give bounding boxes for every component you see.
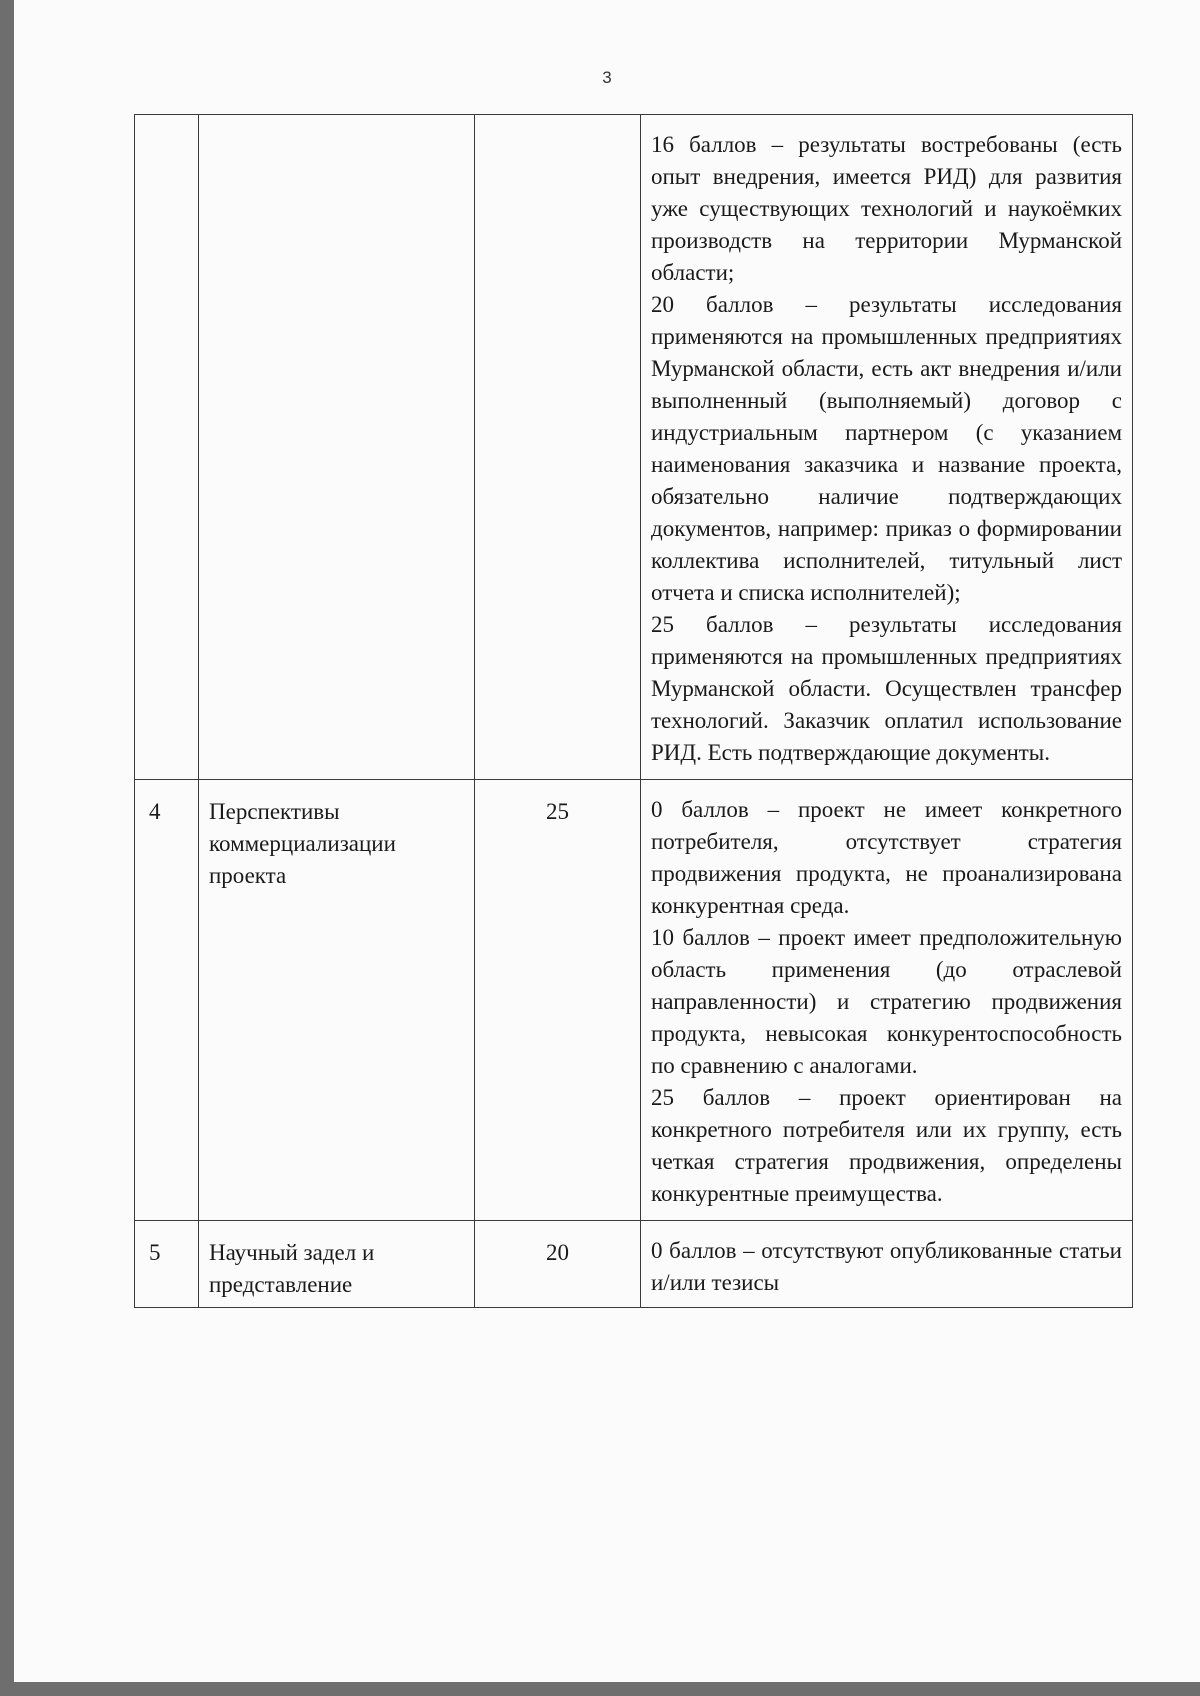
table-row: [135, 115, 1133, 780]
table-row: [135, 780, 1133, 1221]
scoring-description-paragraph: 0 баллов – отсутствуют опубликованные статьи и/или тезисы: [651, 1238, 1122, 1295]
row-number-cell: 4: [135, 780, 199, 1221]
row-number-cell: [135, 115, 199, 780]
scoring-description-paragraph: 25 баллов – результаты исследования применяются на промышленных предприятиях Мурманской области. Осуществлен трансфер технологий. Заказчик оплатил использование РИД. Есть подтверждающие документы.: [651, 612, 1122, 765]
page-number: 3: [602, 68, 612, 87]
scoring-description-paragraph: 0 баллов – проект не имеет конкретного потребителя, отсутствует стратегия продвижения продукта, не проанализирована конкурентная среда.: [651, 797, 1122, 918]
scoring-description-cell: [641, 780, 1133, 1221]
scoring-description-paragraph: 20 баллов – результаты исследования применяются на промышленных предприятиях Мурманской области, есть акт внедрения и/или выполненный (выполняемый) договор с индустриальным партнером (с указанием наименования заказчика и название проекта, обязательно наличие подтверждающих документов, например: приказ о формировании коллектива исполнителей, титульный лист отчета и списка исполнителей);: [651, 292, 1122, 605]
scoring-description-cell: [641, 115, 1133, 780]
table-row: [135, 1221, 1133, 1308]
criteria-table: [134, 114, 1133, 1308]
scoring-description-paragraph: 16 баллов – результаты востребованы (есть опыт внедрения, имеется РИД) для развития уже существующих технологий и наукоёмких производств на территории Мурманской области;: [651, 132, 1122, 285]
row-number-cell: 5: [135, 1221, 199, 1308]
scoring-description-paragraph: 25 баллов – проект ориентирован на конкретного потребителя или их группу, есть четкая стратегия продвижения, определены конкурентные преимущества.: [651, 1085, 1122, 1206]
criterion-name-cell: Перспективы коммерциализации проекта: [199, 780, 475, 1221]
max-score-cell: [475, 115, 641, 780]
criterion-name-cell: Научный задел и представление: [199, 1221, 475, 1308]
scoring-description-paragraph: 10 баллов – проект имеет предположительную область применения (до отраслевой направленности) и стратегию продвижения продукта, невысокая конкурентоспособность по сравнению с аналогами.: [651, 925, 1122, 1078]
document-page: [14, 0, 1200, 1682]
criterion-name-cell: [199, 115, 475, 780]
max-score-cell: 20: [475, 1221, 641, 1308]
max-score-cell: 25: [475, 780, 641, 1221]
scoring-description-cell: [641, 1221, 1133, 1308]
